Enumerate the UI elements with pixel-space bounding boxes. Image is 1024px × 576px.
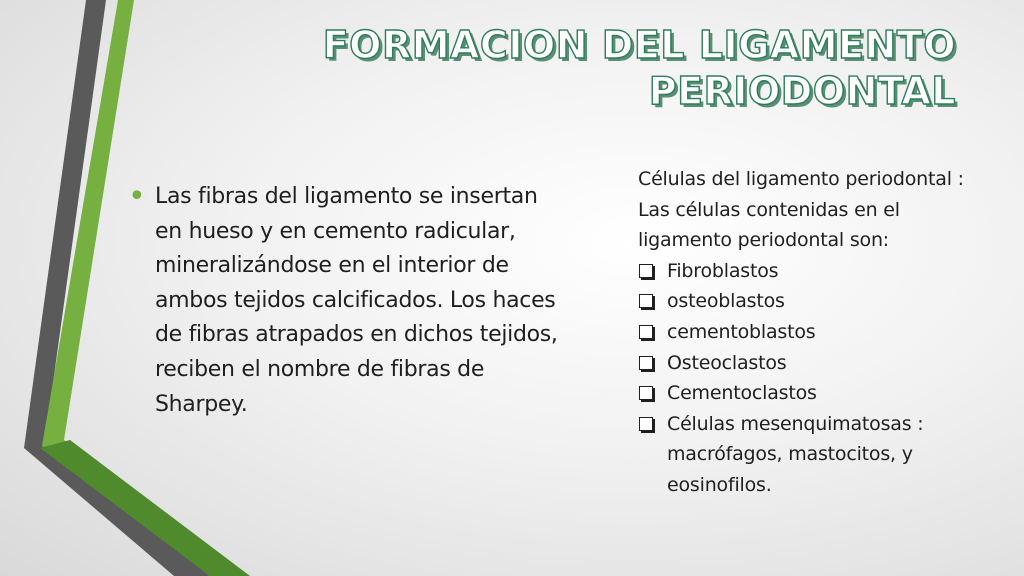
checkbox-icon — [639, 417, 653, 431]
list-item — [638, 409, 968, 501]
list-item — [638, 378, 968, 409]
dark-green-corner — [40, 440, 250, 576]
list-item-label: cementoblastos — [667, 320, 816, 343]
list-item — [638, 286, 968, 317]
list-item-label: osteoblastos — [667, 290, 785, 313]
cell-type-list — [638, 256, 968, 501]
checkbox-icon — [639, 386, 653, 400]
list-item — [638, 256, 968, 287]
checkbox-icon — [639, 264, 653, 278]
slide-title: FORMACION DEL LIGAMENTO PERIODONTAL — [322, 23, 956, 113]
left-paragraph: Las fibras del ligamento se insertan en hueso y en cemento radicular, mineralizándose en el interior de ambos tejidos calcificados. Los haces de fibras atrapados en dichos tejidos, reciben el nombre de fibras de Sharpey. — [155, 184, 558, 417]
list-item-label: Células mesenquimatosas : macrófagos, mastocitos, y eosinofilos. — [667, 412, 924, 496]
right-content — [638, 164, 968, 501]
list-item — [638, 348, 968, 379]
list-item-label: Osteoclastos — [667, 351, 787, 374]
list-item — [638, 317, 968, 348]
list-item-label: Fibroblastos — [667, 259, 779, 282]
checkbox-icon — [639, 356, 653, 370]
checkbox-icon — [639, 325, 653, 339]
bullet-dot-icon: • — [128, 179, 146, 214]
checkbox-icon — [639, 294, 653, 308]
list-item-label: Cementoclastos — [667, 382, 817, 405]
right-intro: Células del ligamento periodontal : Las células contenidas en el ligamento periodontal son: — [638, 168, 964, 252]
